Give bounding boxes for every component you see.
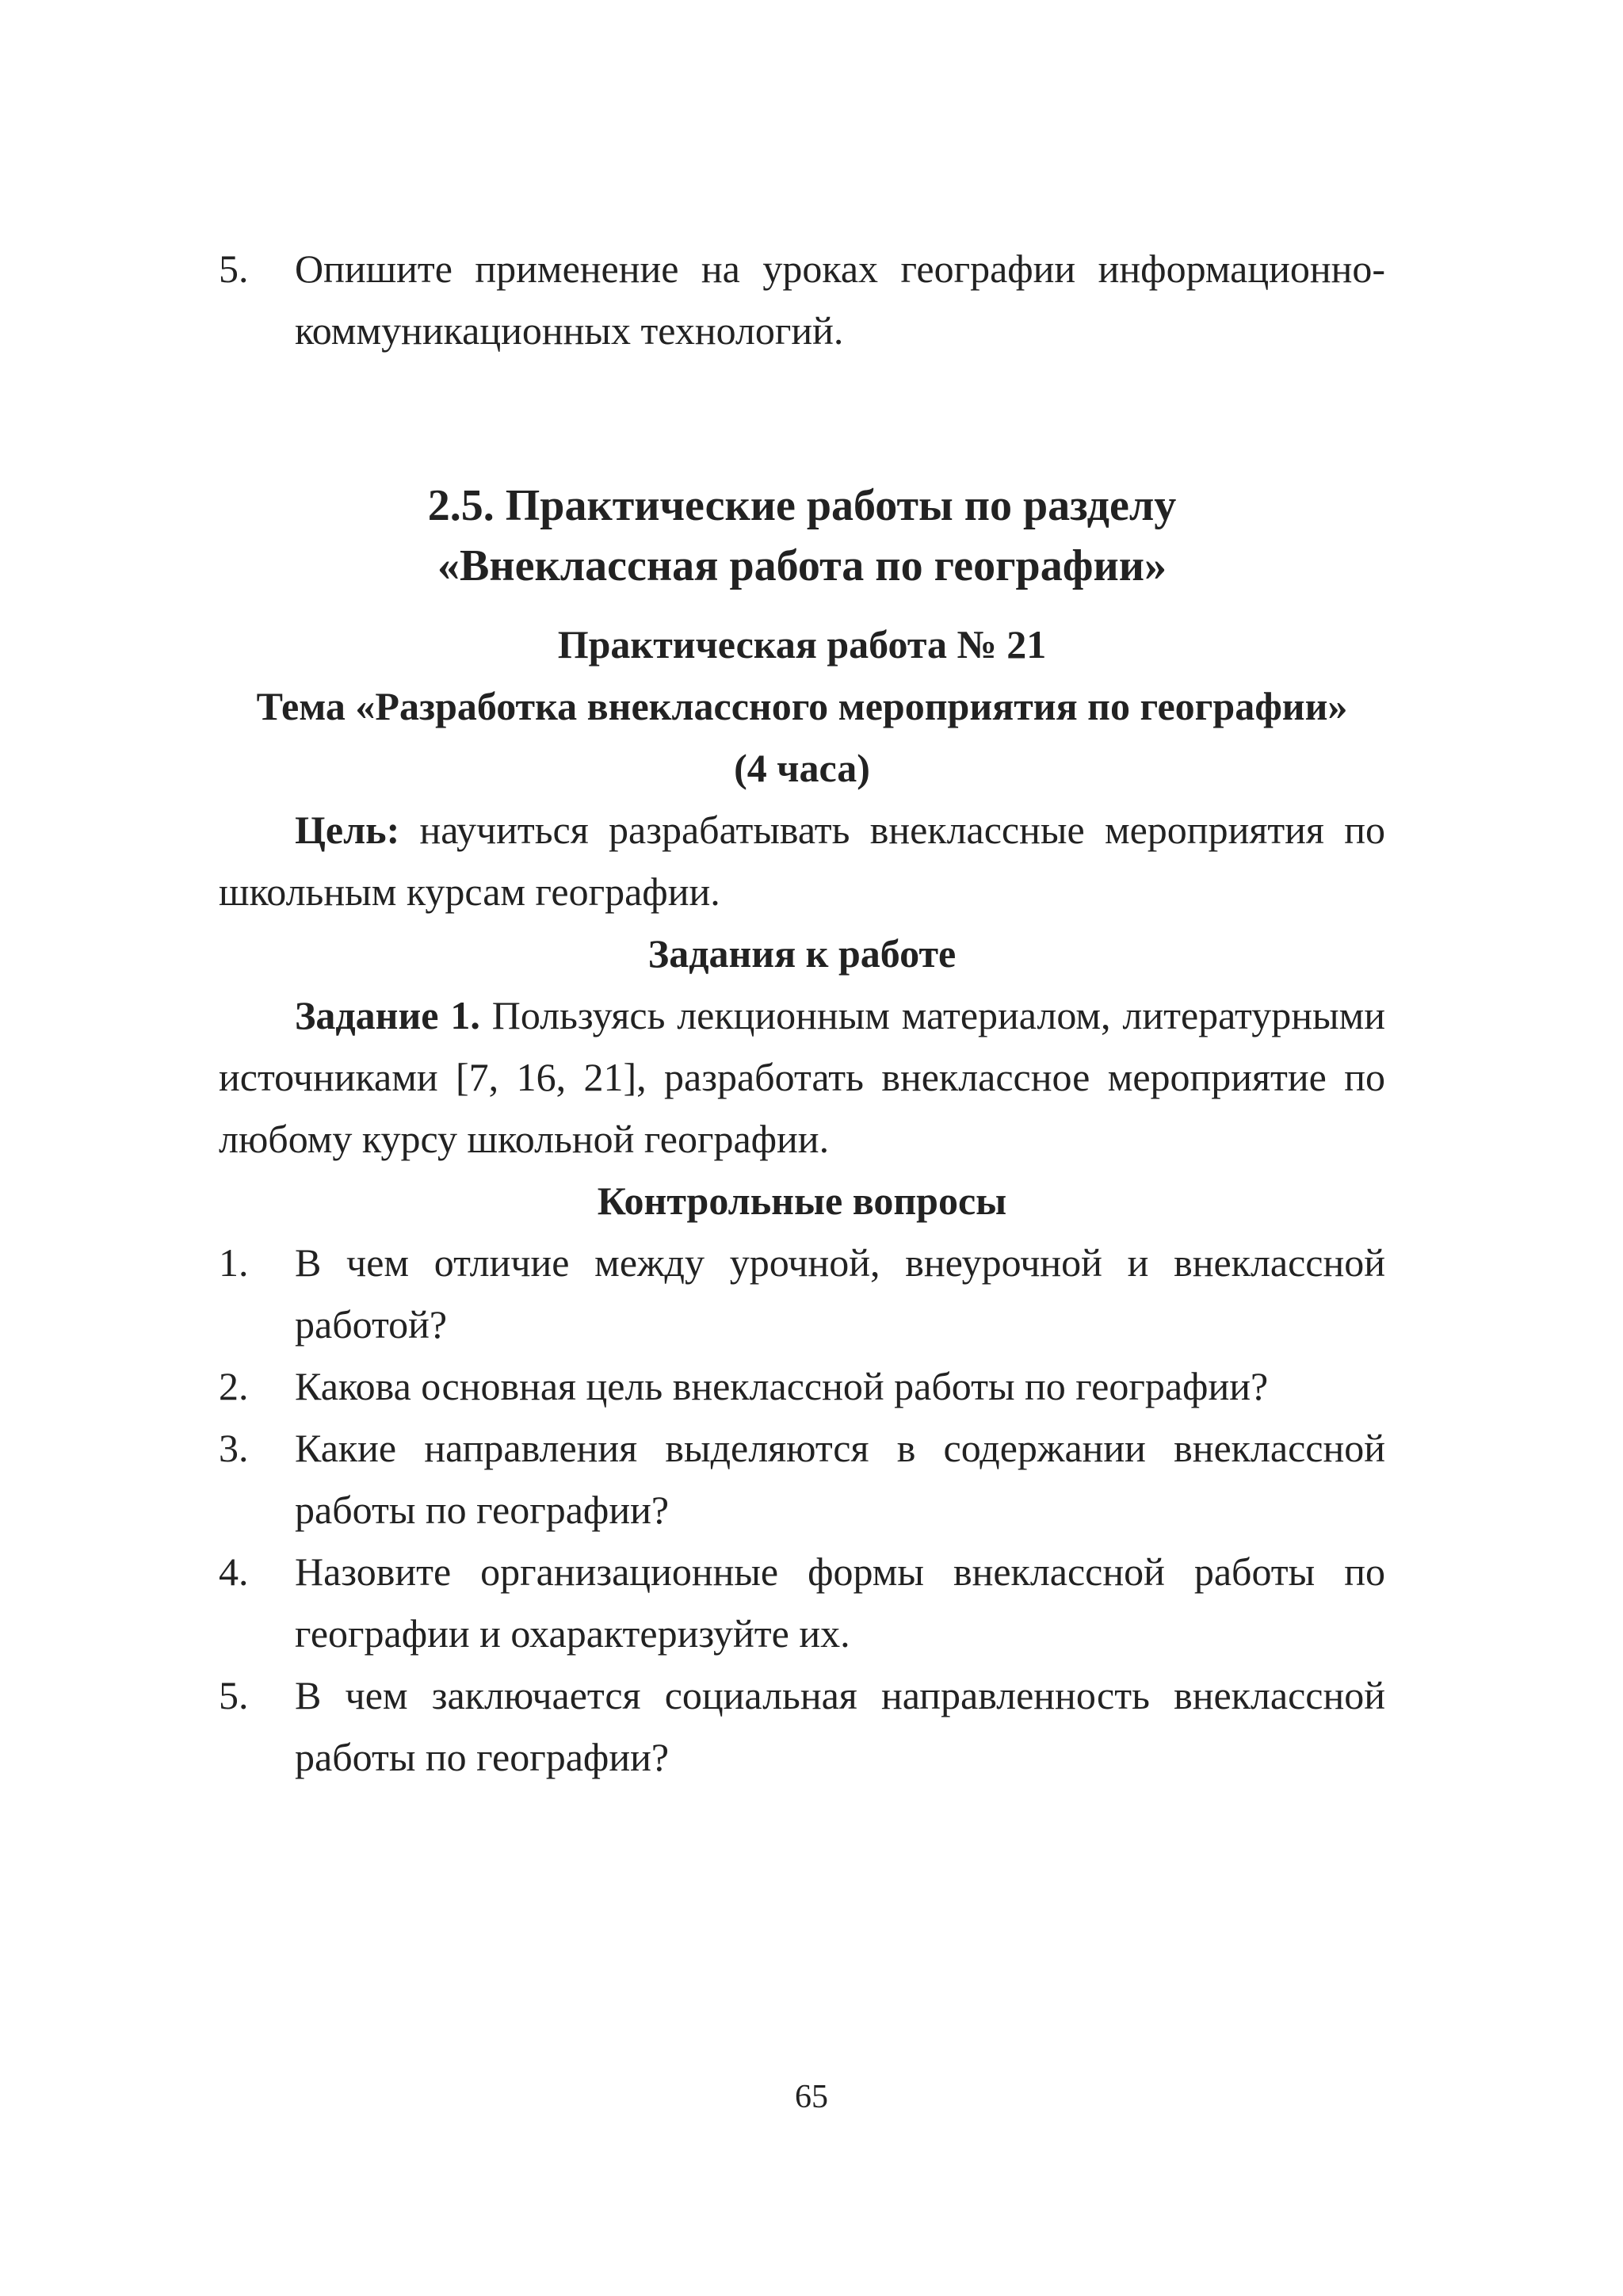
task-text: Пользуясь лекционным материалом, литературными источниками [7, 16, 21], разработать внеклассное мероприятие по любому курсу школьной географии. <box>219 993 1386 1161</box>
list-item <box>219 1541 1385 1664</box>
list-item <box>219 1232 1385 1355</box>
control-questions-list <box>219 1232 1385 1788</box>
practical-work-hours: (4 часа) <box>734 746 870 790</box>
list-item-number: 5. <box>219 1673 249 1717</box>
list-item-text: Какие направления выделяются в содержании внеклассной работы по географии? <box>295 1426 1385 1532</box>
list-item-number: 3. <box>219 1426 249 1470</box>
practical-work-title: Практическая работа № 21 <box>557 622 1047 667</box>
task-label: Задание 1. <box>295 993 480 1037</box>
list-item-text: В чем заключается социальная направленность внеклассной работы по географии? <box>295 1673 1385 1779</box>
practical-work <box>219 613 1385 1788</box>
list-item <box>219 1355 1385 1417</box>
list-item-text: В чем отличие между урочной, внеурочной и внеклассной работой? <box>295 1240 1385 1347</box>
list-item-number: 2. <box>219 1364 249 1408</box>
section-title-line-1: 2.5. Практические работы по разделу <box>427 481 1177 530</box>
list-item-text: Какова основная цель внеклассной работы по географии? <box>295 1364 1269 1408</box>
list-item-text: Назовите организационные формы внеклассной работы по географии и охарактеризуйте их. <box>295 1549 1385 1656</box>
page-number: 65 <box>795 2079 828 2115</box>
previous-questions-list <box>219 238 1385 361</box>
list-item-number: 5. <box>219 246 249 291</box>
section-heading <box>219 476 1385 596</box>
section-title-line-2: «Внеклассная работа по географии» <box>437 541 1167 590</box>
list-item-number: 4. <box>219 1549 249 1594</box>
task-paragraph <box>219 984 1385 1170</box>
list-item-text: Опишите применение на уроках географии информационно-коммуникационных технологий. <box>295 246 1385 353</box>
goal-paragraph <box>219 799 1385 923</box>
goal-text: научиться разрабатывать внеклассные мероприятия по школьным курсам географии. <box>219 808 1385 914</box>
goal-label: Цель: <box>295 808 400 852</box>
list-item-number: 1. <box>219 1240 249 1285</box>
list-item <box>219 1417 1385 1541</box>
practical-work-topic: Тема «Разработка внеклассного мероприятия по географии» <box>256 684 1348 728</box>
tasks-heading: Задания к работе <box>647 931 957 976</box>
list-item <box>219 1664 1385 1788</box>
questions-heading: Контрольные вопросы <box>597 1179 1007 1223</box>
list-item <box>219 238 1385 361</box>
